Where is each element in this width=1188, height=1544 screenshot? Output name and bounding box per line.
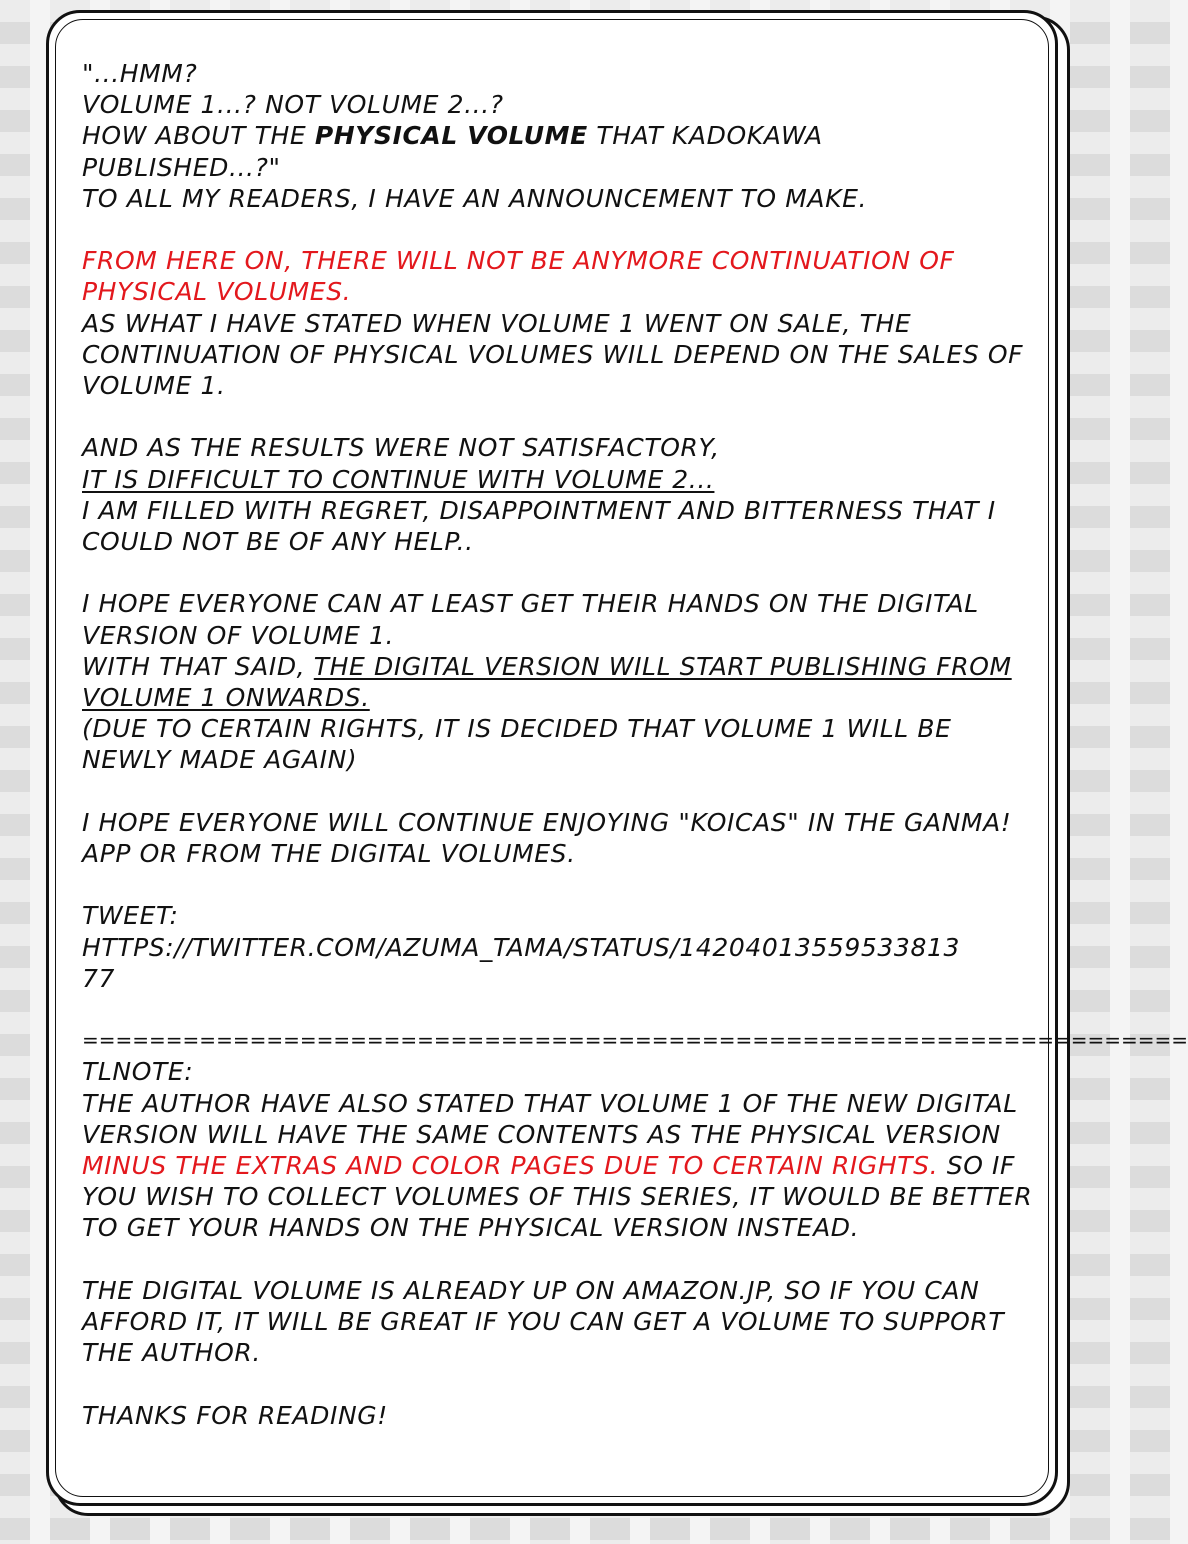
text-span: THE AUTHOR HAVE ALSO STATED THAT VOLUME 1 OF THE NEW DIGITAL VERSION WILL HAVE THE SAME CONTENTS AS THE PHYSICAL VERSION <box>82 1088 1018 1149</box>
tl-note-label: TLNOTE: <box>82 1057 194 1087</box>
paragraph <box>82 651 1042 713</box>
separator-line: ================================================================== <box>82 1028 1188 1053</box>
paragraph: I HOPE EVERYONE WILL CONTINUE ENJOYING "KOICAS" IN THE GANMA! APP OR FROM THE DIGITAL VOLUMES. <box>82 807 1012 869</box>
underlined-text: THE DIGITAL VERSION WILL START PUBLISHING FROM VOLUME 1 ONWARDS. <box>82 651 1012 713</box>
underlined-text: IT IS DIFFICULT TO CONTINUE WITH VOLUME 2... <box>82 464 715 494</box>
paragraph: (DUE TO CERTAIN RIGHTS, IT IS DECIDED THAT VOLUME 1 WILL BE NEWLY MADE AGAIN) <box>82 714 952 775</box>
line: AND AS THE RESULTS WERE NOT SATISFACTORY, <box>82 433 720 463</box>
red-announcement: FROM HERE ON, THERE WILL NOT BE ANYMORE CONTINUATION OF PHYSICAL VOLUMES. <box>82 246 955 307</box>
paragraph: THE DIGITAL VOLUME IS ALREADY UP ON AMAZON.JP, SO IF YOU CAN AFFORD IT, IT WILL BE GREAT IF YOU CAN GET A VOLUME TO SUPPORT THE AUTHOR. <box>82 1275 1005 1368</box>
paragraph: AS WHAT I HAVE STATED WHEN VOLUME 1 WENT ON SALE, THE CONTINUATION OF PHYSICAL VOLUMES WILL DEPEND ON THE SALES OF VOLUME 1. <box>82 308 1024 401</box>
bold-span: PHYSICAL VOLUME <box>314 121 588 151</box>
thanks-line: THANKS FOR READING! <box>82 1400 388 1430</box>
line <box>82 120 1042 151</box>
tweet-url: HTTPS://TWITTER.COM/AZUMA_TAMA/STATUS/14204013559533813 <box>82 932 960 962</box>
text-span: THAT KADOKAWA <box>587 121 823 151</box>
tweet-label: TWEET: <box>82 901 179 931</box>
text-span: SO IF YOU WISH TO COLLECT VOLUMES OF THIS SERIES, IT WOULD BE BETTER TO GET YOUR HANDS ON THE PHYSICAL VERSION INSTEAD. <box>82 1151 1033 1243</box>
red-text: MINUS THE EXTRAS AND COLOR PAGES DUE TO CERTAIN RIGHTS. <box>82 1151 939 1181</box>
announcement-text <box>82 58 1188 1431</box>
line: TO ALL MY READERS, I HAVE AN ANNOUNCEMENT TO MAKE. <box>82 183 868 213</box>
paragraph <box>82 1088 1042 1244</box>
text-span: WITH THAT SAID, <box>82 651 314 681</box>
paragraph: I AM FILLED WITH REGRET, DISAPPOINTMENT AND BITTERNESS THAT I COULD NOT BE OF ANY HELP.. <box>82 495 996 557</box>
paragraph: I HOPE EVERYONE CAN AT LEAST GET THEIR HANDS ON THE DIGITAL VERSION OF VOLUME 1. <box>82 589 979 650</box>
line: "...HMM? <box>82 59 198 88</box>
text-span: HOW ABOUT THE <box>82 121 315 151</box>
line <box>82 464 1042 495</box>
tweet-url-continued: 77 <box>82 963 116 993</box>
line: VOLUME 1...? NOT VOLUME 2...? <box>82 90 504 120</box>
line: PUBLISHED...?" <box>82 152 281 182</box>
